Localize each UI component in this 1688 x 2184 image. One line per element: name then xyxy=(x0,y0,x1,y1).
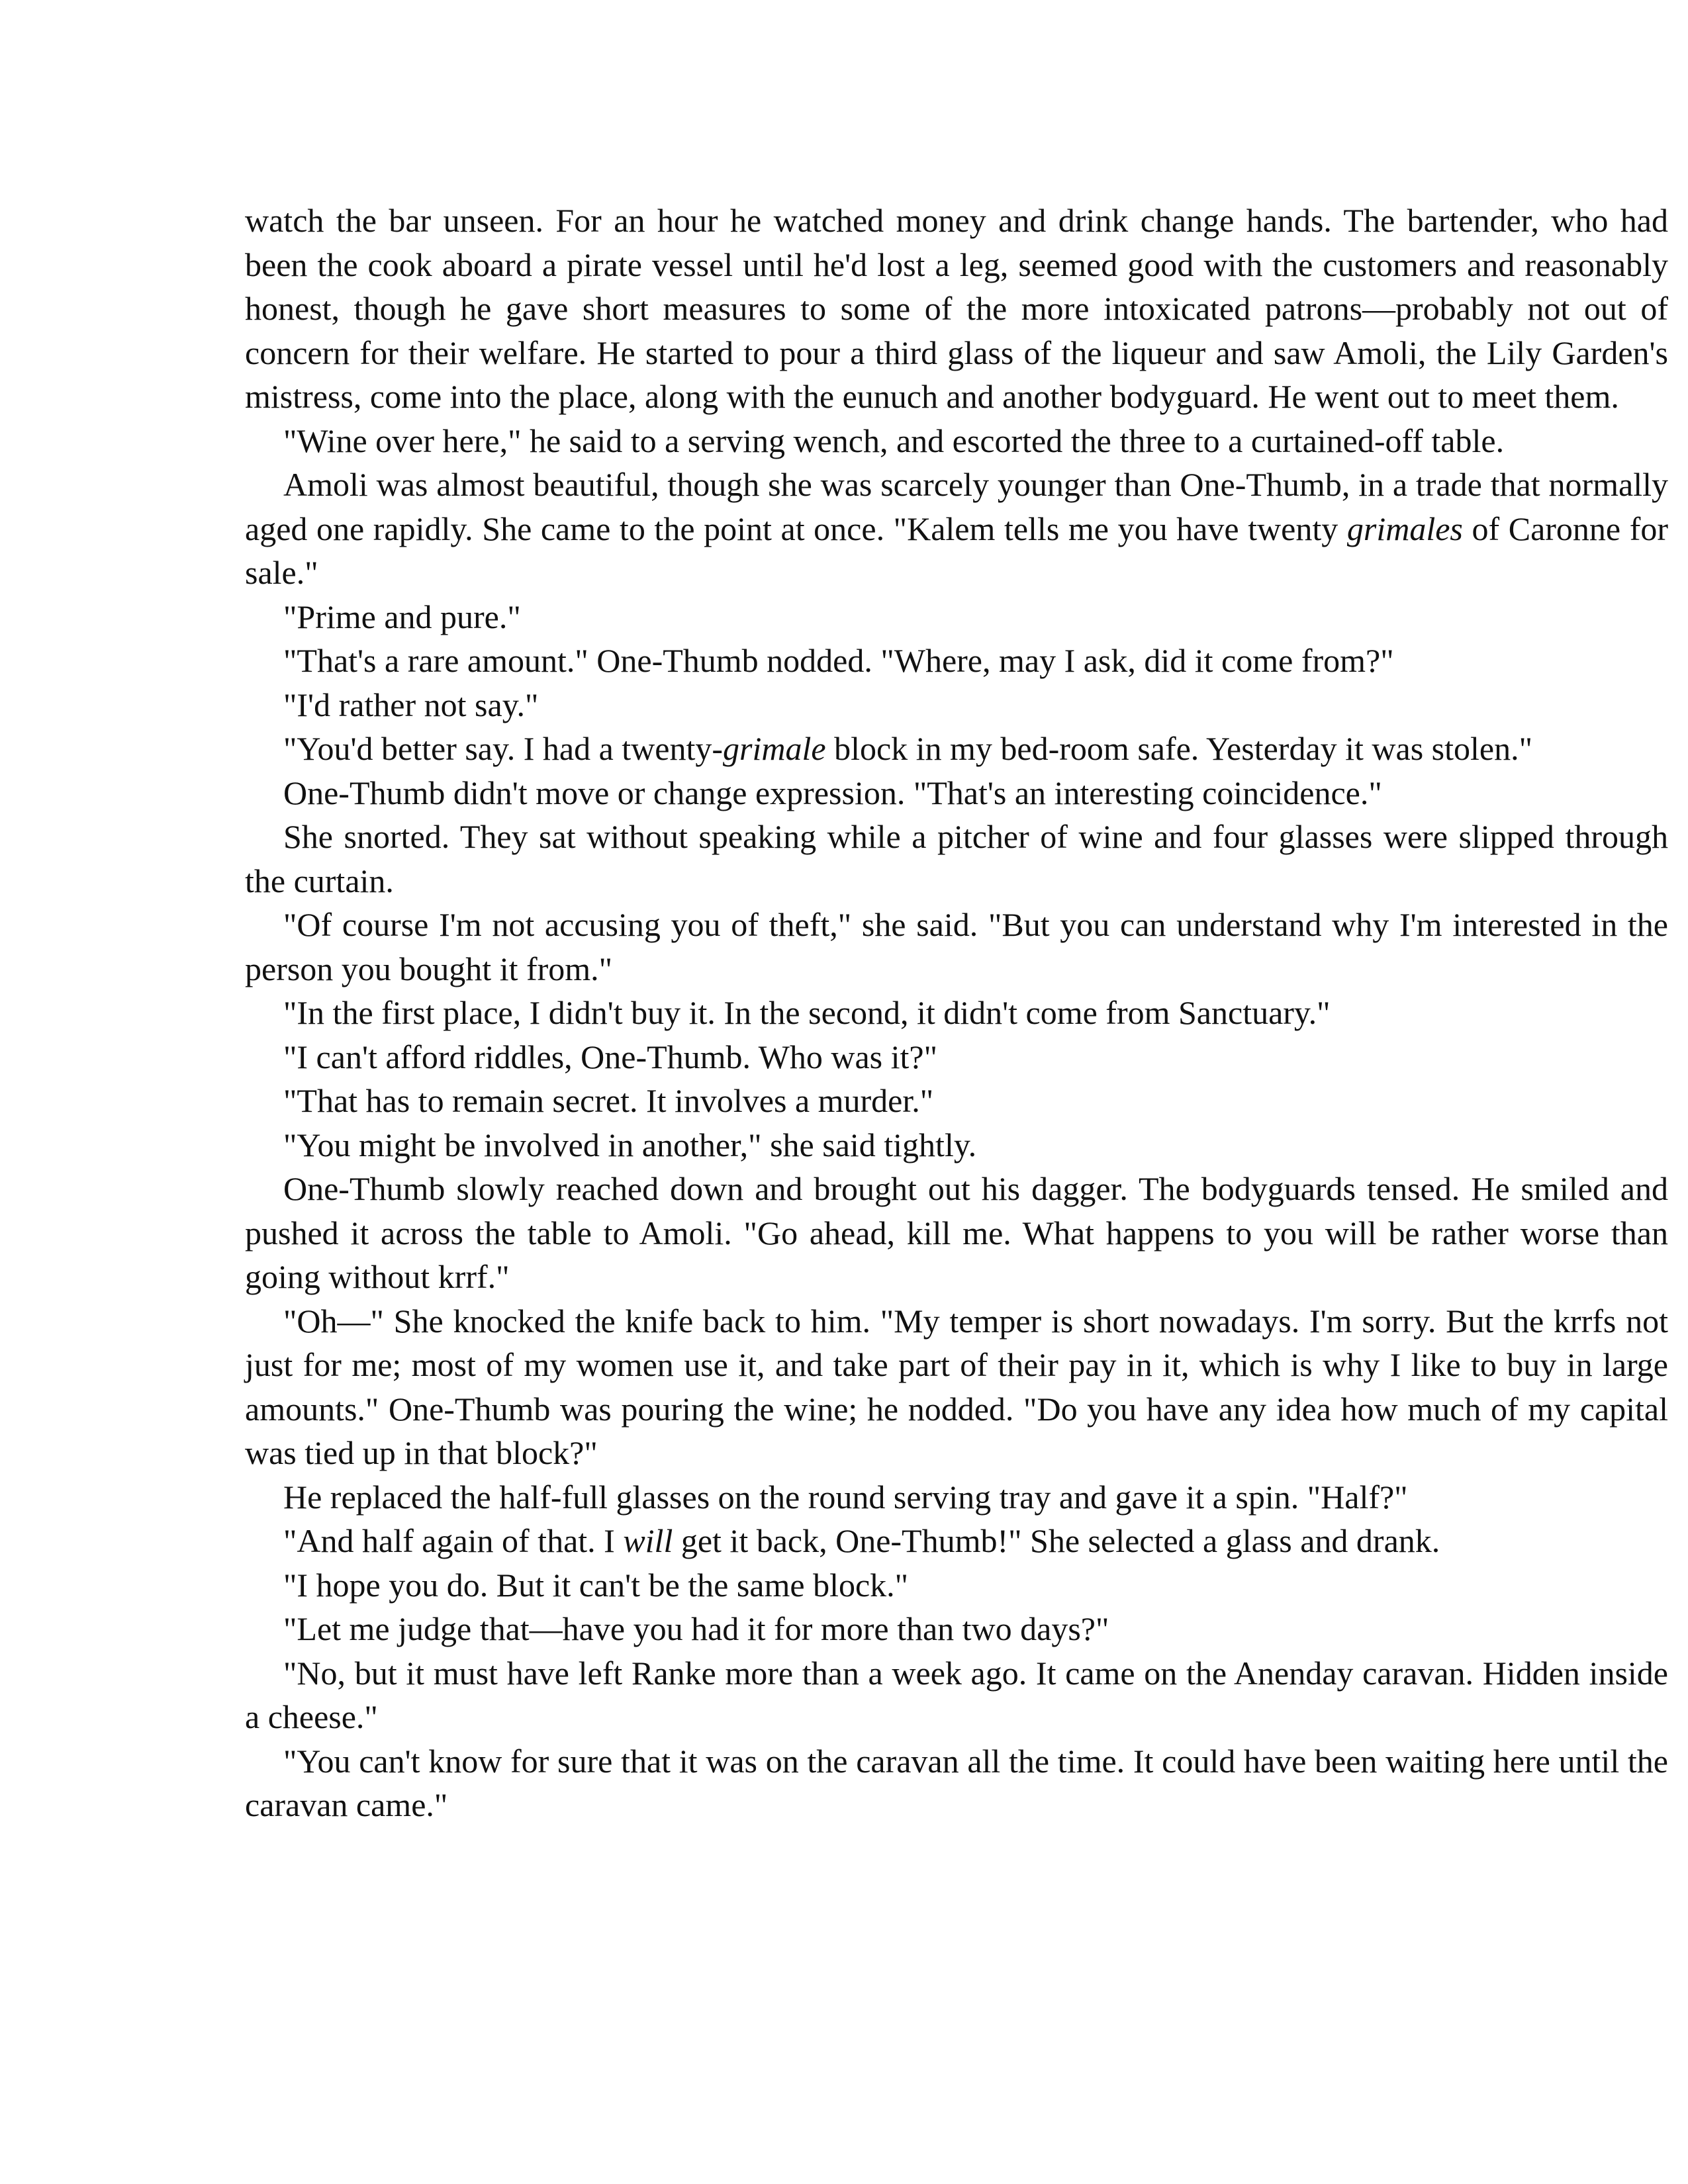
text-run: "I hope you do. But it can't be the same block." xyxy=(283,1566,909,1604)
text-run: "Wine over here," he said to a serving wench, and escorted the three to a curtained-off table. xyxy=(283,422,1505,459)
paragraph xyxy=(245,1607,1668,1651)
paragraph xyxy=(245,991,1668,1035)
paragraph xyxy=(245,1299,1668,1475)
text-run: "Let me judge that—have you had it for more than two days?" xyxy=(283,1610,1109,1647)
italic-text: grimales xyxy=(1346,510,1463,547)
paragraph xyxy=(245,1167,1668,1299)
paragraph xyxy=(245,683,1668,727)
text-run: "Of course I'm not accusing you of theft," she said. "But you can understand why I'm interested in the person you bought it from." xyxy=(245,906,1668,987)
text-run: "You can't know for sure that it was on the caravan all the time. It could have been waiting here until the caravan came." xyxy=(245,1742,1668,1823)
paragraph xyxy=(245,1035,1668,1079)
paragraph xyxy=(245,1519,1668,1563)
text-run: get it back, One-Thumb!" She selected a glass and drank. xyxy=(673,1522,1440,1559)
paragraph xyxy=(245,1739,1668,1827)
paragraph xyxy=(245,815,1668,903)
text-run: "I'd rather not say." xyxy=(283,686,539,723)
text-run: "And half again of that. I xyxy=(283,1522,624,1559)
text-run: "You might be involved in another," she said tightly. xyxy=(283,1126,977,1163)
text-run: "You'd better say. I had a twenty- xyxy=(283,730,724,767)
text-run: "Oh—" She knocked the knife back to him. "My temper is short nowadays. I'm sorry. But the krrfs not just for me; most of my women use it, and take part of their pay in it, which is why I like to buy in large amounts." One-Thumb was pouring the wine; he nodded. "Do you have any idea how much of my capital was tied up in that block?" xyxy=(245,1302,1668,1471)
paragraph xyxy=(245,727,1668,771)
text-run: "That has to remain secret. It involves a murder." xyxy=(283,1082,934,1119)
paragraph xyxy=(245,199,1668,419)
text-run: block in my bed-room safe. Yesterday it was stolen." xyxy=(825,730,1533,767)
paragraph xyxy=(245,419,1668,463)
paragraph xyxy=(245,903,1668,991)
text-run: She snorted. They sat without speaking while a pitcher of wine and four glasses were slipped through the curtain. xyxy=(245,818,1668,899)
text-run: watch the bar unseen. For an hour he watched money and drink change hands. The bartender, who had been the cook aboard a pirate vessel until he'd lost a leg, seemed good with the customers and reasonably honest, though he gave short measures to some of the more intoxicated patrons—probably not out of concern for their welfare. He started to pour a third glass of the liqueur and saw Amoli, the Lily Garden's mistress, come into the place, along with the eunuch and another bodyguard. He went out to meet them. xyxy=(245,202,1668,415)
paragraph xyxy=(245,1475,1668,1520)
text-run: One-Thumb slowly reached down and brought out his dagger. The bodyguards tensed. He smiled and pushed it across the table to Amoli. "Go ahead, kill me. What happens to you will be rather worse than going without krrf." xyxy=(245,1170,1668,1295)
paragraph xyxy=(245,1563,1668,1608)
paragraph xyxy=(245,595,1668,639)
italic-text: grimale xyxy=(723,730,826,767)
text-run: Amoli was almost beautiful, though she was scarcely younger than One-Thumb, in a trade that normally aged one rapidly. She came to the point at once. "Kalem tells me you have twenty xyxy=(245,466,1668,547)
paragraph xyxy=(245,463,1668,595)
paragraph xyxy=(245,639,1668,683)
text-run: One-Thumb didn't move or change expression. "That's an interesting coincidence." xyxy=(283,774,1382,811)
paragraph xyxy=(245,1079,1668,1123)
text-run: "No, but it must have left Ranke more than a week ago. It came on the Anenday caravan. Hidden inside a cheese." xyxy=(245,1654,1668,1735)
italic-text: will xyxy=(623,1522,673,1559)
book-page-text xyxy=(245,199,1668,1827)
text-run: "In the first place, I didn't buy it. In the second, it didn't come from Sanctuary." xyxy=(283,994,1331,1031)
text-run: "Prime and pure." xyxy=(283,598,521,635)
paragraph xyxy=(245,771,1668,815)
text-run: He replaced the half-full glasses on the round serving tray and gave it a spin. "Half?" xyxy=(283,1478,1408,1516)
text-run: "I can't afford riddles, One-Thumb. Who was it?" xyxy=(283,1038,937,1075)
text-run: "That's a rare amount." One-Thumb nodded. "Where, may I ask, did it come from?" xyxy=(283,642,1394,679)
paragraph xyxy=(245,1123,1668,1167)
paragraph xyxy=(245,1651,1668,1739)
text-run: of Caronne for sale." xyxy=(245,510,1669,591)
